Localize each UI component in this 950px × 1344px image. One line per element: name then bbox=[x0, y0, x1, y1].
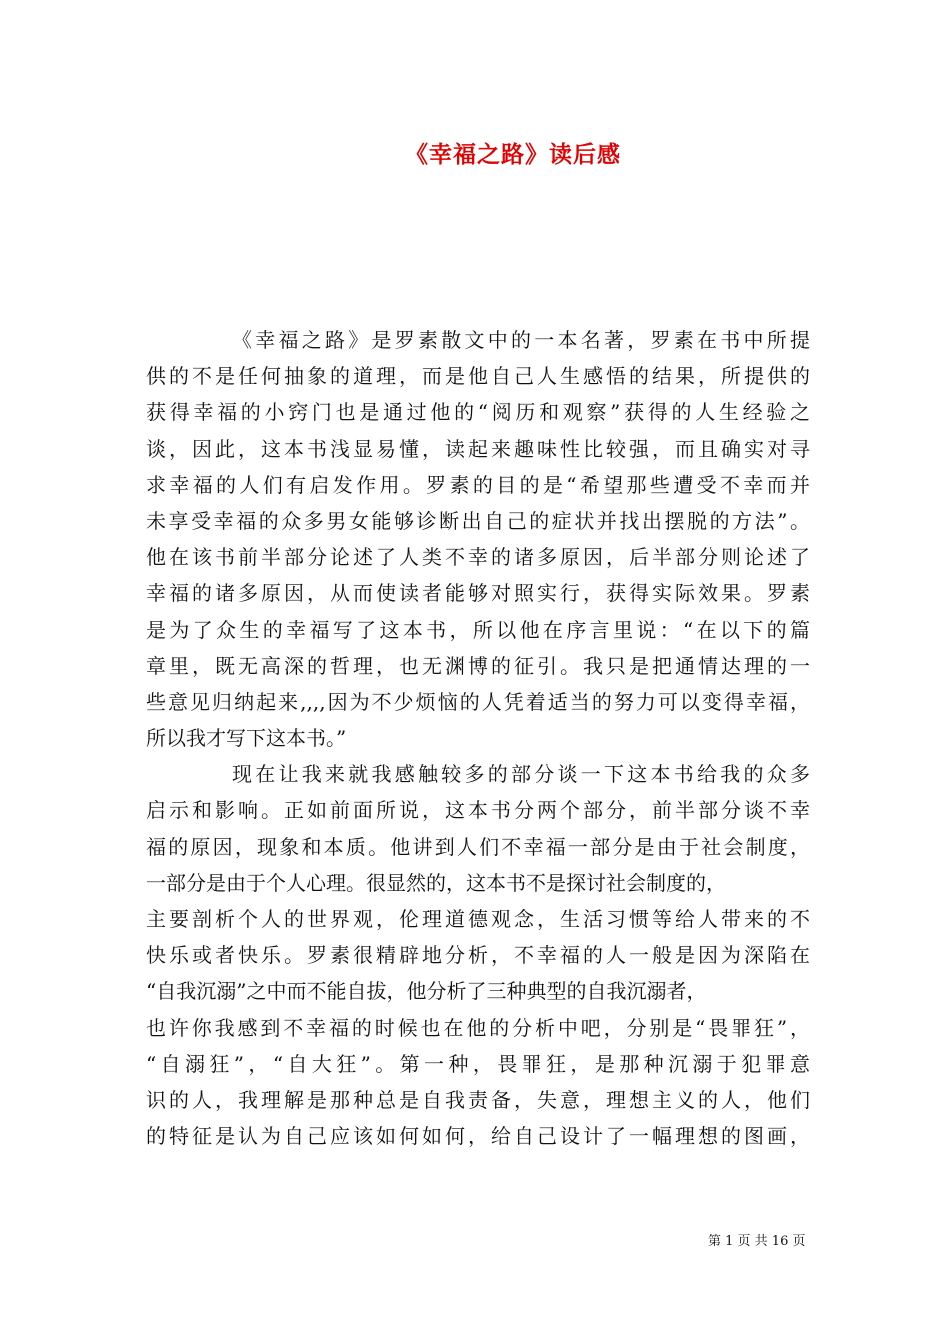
text-line: 的特征是认为自己应该如何如何，给自己设计了一幅理想的图画， bbox=[146, 1124, 810, 1149]
document-body bbox=[146, 322, 810, 1154]
text-line: 识的人，我理解是那种总是自我责备，失意，理想主义的人，他们 bbox=[146, 1087, 810, 1112]
text-line: 启示和影响。正如前面所说，这本书分两个部分，前半部分谈不幸 bbox=[146, 798, 810, 823]
text-line: 一部分是由于个人心理。很显然的，这本书不是探讨社会制度的， bbox=[146, 870, 726, 895]
page-number-footer: 第 1 页 共 16 页 bbox=[708, 1234, 806, 1249]
text-line: 章里，既无高深的哲理，也无渊博的征引。我只是把通情达理的一 bbox=[146, 653, 810, 678]
text-line: 他在该书前半部分论述了人类不幸的诸多原因，后半部分则论述了 bbox=[146, 545, 810, 570]
text-line: 获得幸福的小窍门也是通过他的“阅历和观察”获得的人生经验之 bbox=[146, 400, 810, 425]
text-line: 求幸福的人们有启发作用。罗素的目的是“希望那些遭受不幸而并 bbox=[146, 472, 810, 497]
text-line: 是为了众生的幸福写了这本书，所以他在序言里说：“在以下的篇 bbox=[146, 617, 810, 642]
text-line: 未享受幸福的众多男女能够诊断出自己的症状并找出摆脱的方法”。 bbox=[146, 508, 810, 533]
text-line: “自我沉溺”之中而不能自拔，他分析了三种典型的自我沉溺者， bbox=[146, 979, 707, 1004]
text-line: 《幸福之路》是罗素散文中的一本名著，罗素在书中所提 bbox=[232, 328, 810, 352]
text-line: 福的原因，现象和本质。他讲到人们不幸福一部分是由于社会制度， bbox=[146, 834, 810, 859]
text-line: 幸福的诸多原因，从而使读者能够对照实行，获得实际效果。罗素 bbox=[146, 581, 810, 606]
text-line: 主要剖析个人的世界观，伦理道德观念，生活习惯等给人带来的不 bbox=[146, 907, 810, 931]
text-line: 现在让我来就我感触较多的部分谈一下这本书给我的众多 bbox=[232, 762, 810, 787]
text-line: 些意见归纳起来,,,,因为不少烦恼的人凭着适当的努力可以变得幸福， bbox=[146, 689, 810, 714]
document-title: 《幸福之路》读后感 bbox=[405, 142, 621, 168]
text-line: 所以我才写下这本书。” bbox=[146, 726, 347, 751]
text-line: 快乐或者快乐。罗素很精辟地分析，不幸福的人一般是因为深陷在 bbox=[146, 943, 810, 968]
text-line: “自溺狂”，“自大狂”。第一种，畏罪狂，是那种沉溺于犯罪意 bbox=[146, 1051, 810, 1076]
text-line: 供的不是任何抽象的道理，而是他自己人生感悟的结果，所提供的 bbox=[146, 364, 810, 389]
text-line: 也许你我感到不幸福的时候也在他的分析中吧，分别是“畏罪狂”， bbox=[146, 1015, 810, 1040]
text-line: 谈，因此，这本书浅显易懂，读起来趣味性比较强，而且确实对寻 bbox=[146, 436, 810, 461]
